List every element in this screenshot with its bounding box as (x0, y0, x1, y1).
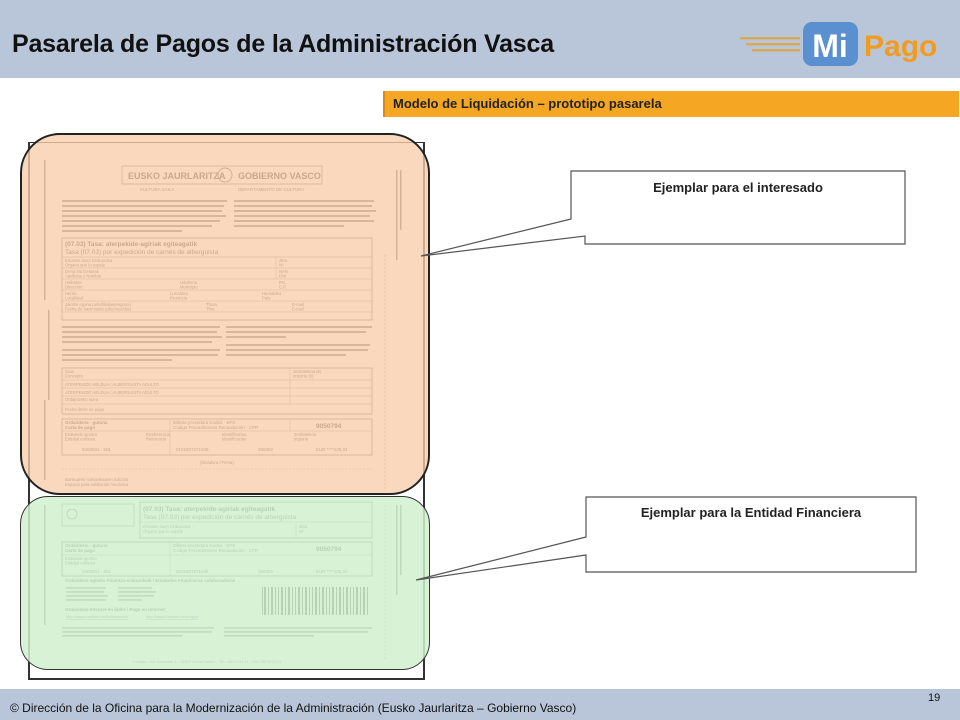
callout-interesado-label: Ejemplar para el interesado (653, 180, 823, 195)
subtitle: Modelo de Liquidación – prototipo pasarela (393, 96, 662, 111)
page-title: Pasarela de Pagos de la Administración Vasca (12, 30, 554, 58)
logo-pago-text: Pago (864, 30, 938, 63)
footer-text: © Dirección de la Oficina para la Modernización de la Administración (Eusko Jaurlaritza – Gobierno Vasco) (10, 701, 577, 715)
callout-entidad-label: Ejemplar para la Entidad Financiera (640, 505, 862, 520)
footer-bar (0, 689, 960, 720)
logo-mi-text: Mi (812, 28, 848, 64)
page-number: 19 (928, 692, 941, 704)
